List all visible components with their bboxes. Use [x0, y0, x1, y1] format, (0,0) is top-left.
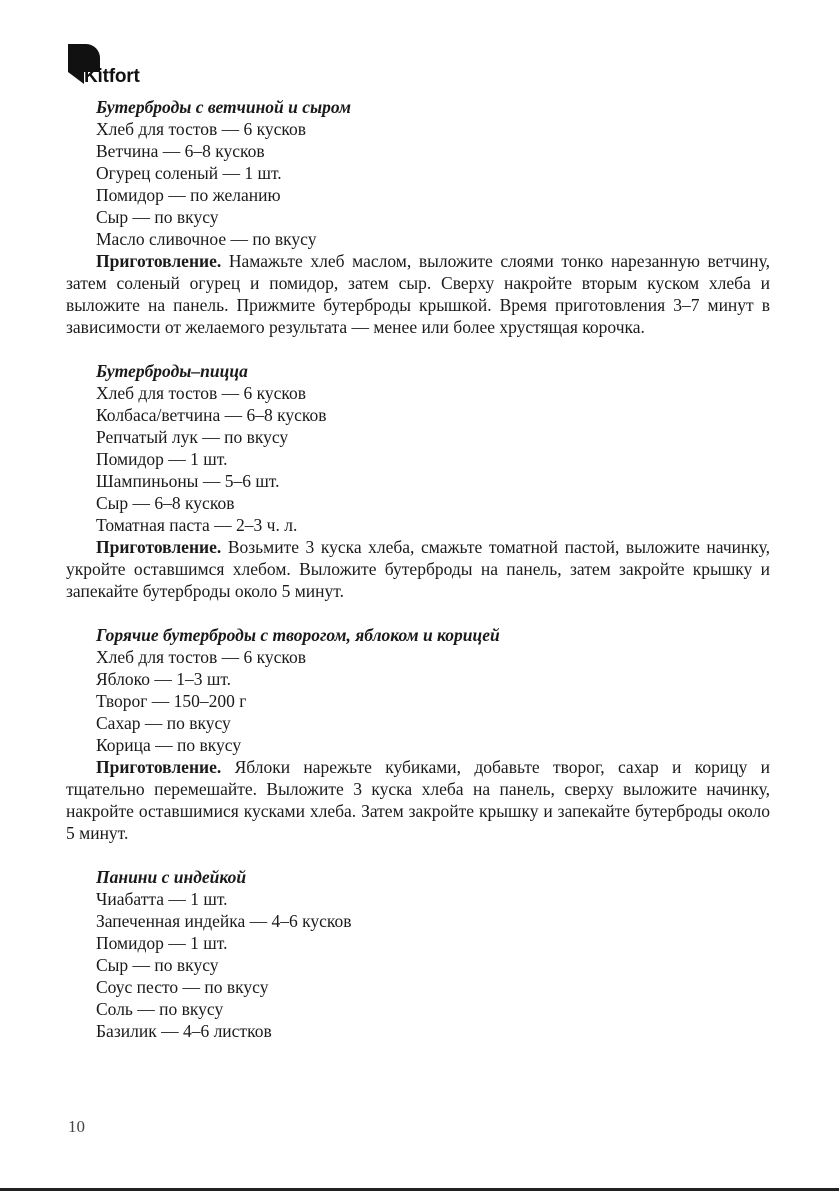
- method-label: Приготовление.: [96, 537, 222, 557]
- brand-logo: [66, 42, 166, 92]
- ingredient-list: [66, 382, 770, 536]
- page-number: 10: [68, 1117, 85, 1136]
- ingredient-item: Яблоко — 1–3 шт.: [96, 669, 232, 689]
- ingredient-item: Помидор — 1 шт.: [96, 449, 228, 469]
- ingredient-item: Огурец соленый — 1 шт.: [96, 163, 282, 183]
- ingredient-item: Сыр — по вкусу: [96, 955, 219, 975]
- recipe-ham-cheese: [66, 96, 770, 338]
- method-text: Возьмите 3 куска хлеба, смажьте томатной пастой, выложите начинку, укройте оставшимся хлебом. Выложите бутерброды на панель, затем закройте крышку и запекайте бутерброды около 5 минут.: [66, 537, 771, 601]
- recipe-cottage-cheese-apple: [66, 624, 770, 844]
- recipe-list: [66, 96, 770, 1064]
- ingredient-item: Базилик — 4–6 листков: [96, 1021, 272, 1041]
- recipe-pizza-sandwich: [66, 360, 770, 602]
- ingredient-list: [66, 118, 770, 250]
- ingredient-item: Колбаса/ветчина — 6–8 кусков: [96, 405, 327, 425]
- recipe-title: Бутерброды–пицца: [96, 361, 248, 381]
- brand-name: Kitfort: [84, 66, 140, 87]
- ingredient-list: [66, 646, 770, 756]
- ingredient-item: Сыр — по вкусу: [96, 207, 219, 227]
- ingredient-item: Масло сливочное — по вкусу: [96, 229, 317, 249]
- ingredient-item: Творог — 150–200 г: [96, 691, 247, 711]
- ingredient-item: Сахар — по вкусу: [96, 713, 231, 733]
- recipe-title: Бутерброды с ветчиной и сыром: [96, 97, 351, 117]
- ingredient-item: Репчатый лук — по вкусу: [96, 427, 289, 447]
- recipe-title: Горячие бутерброды с творогом, яблоком и корицей: [96, 625, 500, 645]
- ingredient-item: Чиабатта — 1 шт.: [96, 889, 228, 909]
- ingredient-item: Томатная паста — 2–3 ч. л.: [96, 515, 298, 535]
- ingredient-item: Помидор — по желанию: [96, 185, 281, 205]
- ingredient-item: Соус песто — по вкусу: [96, 977, 269, 997]
- method-text: Яблоки нарежьте кубиками, добавьте творог, сахар и корицу и тщательно перемешайте. Выложите 3 куска хлеба на панель, сверху выложите начинку, накройте оставшимися кусками хлеба. Затем закройте крышку и запекайте бутерброды около 5 минут.: [66, 757, 771, 843]
- ingredient-item: Хлеб для тостов — 6 кусков: [96, 647, 307, 667]
- recipe-turkey-panini: [66, 866, 770, 1042]
- ingredient-item: Корица — по вкусу: [96, 735, 242, 755]
- ingredient-item: Сыр — 6–8 кусков: [96, 493, 235, 513]
- method-label: Приготовление.: [96, 757, 222, 777]
- ingredient-item: Хлеб для тостов — 6 кусков: [96, 119, 307, 139]
- recipe-title: Панини с индейкой: [96, 867, 247, 887]
- recipe-method: [66, 536, 770, 602]
- ingredient-list: [66, 888, 770, 1042]
- method-label: Приготовление.: [96, 251, 222, 271]
- ingredient-item: Ветчина — 6–8 кусков: [96, 141, 265, 161]
- ingredient-item: Запеченная индейка — 4–6 кусков: [96, 911, 352, 931]
- ingredient-item: Соль — по вкусу: [96, 999, 224, 1019]
- recipe-method: [66, 250, 770, 338]
- ingredient-item: Хлеб для тостов — 6 кусков: [96, 383, 307, 403]
- ingredient-item: Помидор — 1 шт.: [96, 933, 228, 953]
- recipe-method: [66, 756, 770, 844]
- method-text: Намажьте хлеб маслом, выложите слоями тонко нарезанную ветчину, затем соленый огурец и помидор, затем сыр. Сверху накройте вторым куском хлеба и выложите на панель. Прижмите бутерброды крышкой. Время приготовления 3–7 минут в зависимости от желаемого результата — менее или более хрустящая корочка.: [66, 251, 770, 337]
- ingredient-item: Шампиньоны — 5–6 шт.: [96, 471, 280, 491]
